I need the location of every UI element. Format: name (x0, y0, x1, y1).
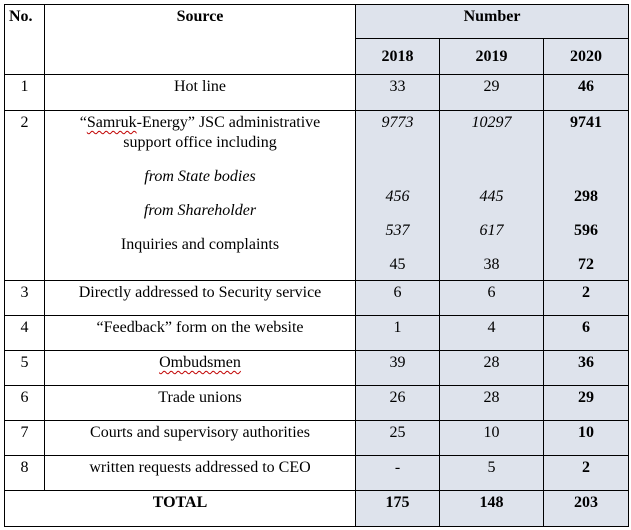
value-2018: 26 (356, 386, 440, 421)
row-no: 8 (5, 456, 45, 491)
inquiries-table (4, 4, 629, 527)
row-no: 5 (5, 351, 45, 386)
total-label: TOTAL (5, 491, 356, 527)
row-no: 1 (5, 75, 45, 111)
value-2018-state: 456 (385, 188, 410, 205)
header-year-2019: 2019 (440, 39, 544, 75)
value-2020: 10 (544, 421, 629, 456)
value-2018: 9773 (381, 114, 414, 131)
value-2019: 10297 (471, 114, 512, 131)
value-2020: 9741 (570, 114, 603, 131)
total-2020: 203 (544, 491, 629, 527)
value-2020: 36 (544, 351, 629, 386)
quote-mark: “ (79, 114, 87, 131)
value-2019-group (440, 111, 544, 281)
ombudsmen-word: Ombudsmen (159, 354, 241, 371)
value-2019: 4 (440, 316, 544, 351)
value-2018: 6 (356, 281, 440, 316)
header-no: No. (5, 5, 45, 75)
value-2018: 39 (356, 351, 440, 386)
value-2020-inquiries: 72 (578, 256, 595, 273)
total-2019: 148 (440, 491, 544, 527)
samruk-word: Samruk (86, 114, 137, 131)
value-2020: 2 (544, 456, 629, 491)
value-2018: 25 (356, 421, 440, 456)
value-2020: 2 (544, 281, 629, 316)
value-2019: 28 (440, 386, 544, 421)
value-2020: 29 (544, 386, 629, 421)
value-2019-state: 445 (479, 188, 504, 205)
value-2019: 5 (440, 456, 544, 491)
sub-label-inquiries: Inquiries and complaints (120, 236, 280, 253)
sub-label-shareholder: from Shareholder (143, 202, 257, 219)
row-no: 6 (5, 386, 45, 421)
header-source: Source (45, 5, 356, 75)
value-2018-shareholder: 537 (385, 222, 410, 239)
value-2018: 33 (356, 75, 440, 111)
sub-label-state-bodies: from State bodies (144, 168, 256, 185)
header-year-2018: 2018 (356, 39, 440, 75)
row-source: “Feedback” form on the website (45, 316, 356, 351)
value-2018: 1 (356, 316, 440, 351)
value-2019: 10 (440, 421, 544, 456)
table-row (5, 386, 629, 421)
value-2019: 6 (440, 281, 544, 316)
table-row (5, 351, 629, 386)
value-2020-group (544, 111, 629, 281)
row-no: 3 (5, 281, 45, 316)
table-row (5, 456, 629, 491)
value-2019: 28 (440, 351, 544, 386)
total-row (5, 491, 629, 527)
row-no: 2 (5, 111, 45, 281)
table-row (5, 281, 629, 316)
row-source: Directly addressed to Security service (45, 281, 356, 316)
header-year-2020: 2020 (544, 39, 629, 75)
value-2019: 29 (440, 75, 544, 111)
row-source (45, 111, 356, 281)
row-source: Hot line (45, 75, 356, 111)
value-2019-shareholder: 617 (479, 222, 504, 239)
table-row (5, 421, 629, 456)
row-source (45, 351, 356, 386)
row-source: Courts and supervisory authorities (45, 421, 356, 456)
row-source: Trade unions (45, 386, 356, 421)
source-line-2: support office including (123, 134, 277, 151)
value-2019-inquiries: 38 (483, 256, 500, 273)
value-2020: 6 (544, 316, 629, 351)
header-number: Number (356, 5, 629, 39)
value-2020-state: 298 (574, 188, 599, 205)
source-line-1 (49, 113, 351, 133)
value-2020: 46 (544, 75, 629, 111)
value-2018: - (356, 456, 440, 491)
row-no: 7 (5, 421, 45, 456)
source-rest: -Energy” JSC administrative (136, 114, 321, 131)
total-2018: 175 (356, 491, 440, 527)
row-source: written requests addressed to CEO (45, 456, 356, 491)
table-row (5, 75, 629, 111)
value-2018-group (356, 111, 440, 281)
table-row (5, 111, 629, 281)
row-no: 4 (5, 316, 45, 351)
value-2020-shareholder: 596 (574, 222, 599, 239)
value-2018-inquiries: 45 (389, 256, 406, 273)
table-row (5, 316, 629, 351)
